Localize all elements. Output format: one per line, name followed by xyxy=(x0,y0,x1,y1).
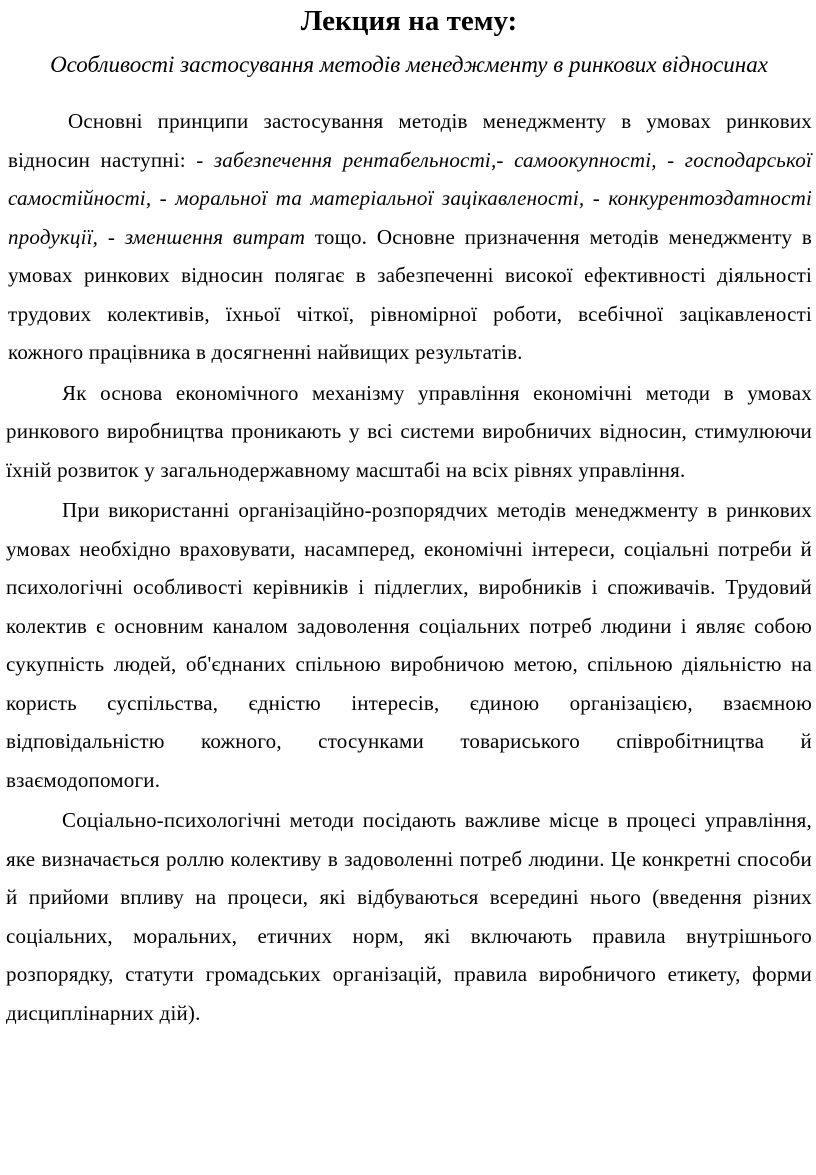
list-separator: - xyxy=(656,147,685,172)
paragraph-economic-methods: Як основа економічного механізму управління економічні методи в умовах ринкового виробництва проникають у всі системи виробничих відносин, стимулюючи їхній розвиток у загальнодержавному масштабі на всіх рівнях управління. xyxy=(6,380,812,482)
principle-competitiveness: конкурентоздатності продукції, xyxy=(8,186,812,249)
principle-profitability: забезпечення рентабельності, xyxy=(213,147,497,172)
principle-cost-reduction: зменшення витрат xyxy=(124,224,306,249)
paragraph-social-psychological-methods: Соціально-психологічні методи посідають важливе місце в процесі управління, яке визначається роллю колективу в задоволенні потреб людини. Це конкретні способи й прийоми впливу на процеси, які відбуваються всередині нього (введення різних соціальних, моральних, етичних норм, які включають правила внутрішнього розпорядку, статути громадських організацій, правила виробничого етикету, форми дисциплінарних дій). xyxy=(6,808,812,1025)
list-separator: - xyxy=(151,186,176,210)
paragraph-principles-intro: Основні принципи застосування методів менеджменту в умовах ринкових відносин наступні: - xyxy=(8,109,812,172)
page-title: Лекция на тему: xyxy=(300,5,518,37)
list-separator: - xyxy=(496,147,515,172)
list-separator: - xyxy=(98,224,125,249)
page-subtitle: Особливості застосування методів менеджменту в ринкових відносинах xyxy=(50,52,768,77)
paragraph-organizational-methods: При використанні організаційно-розпорядчих методів менеджменту в ринкових умовах необхідно враховувати, насамперед, економічні інтереси, соціальні потреби й психологічні особливості керівників і підлеглих, виробників і споживачів. Трудовий колектив є основним каналом задоволення соціальних потреб людини і являє собою сукупність людей, об'єднаних спільною виробничою метою, спільною діяльністю на користь суспільства, єдністю інтересів, єдиною організацією, взаємною відповідальністю кожного, стосунками товариського співробітництва й взаємодопомоги. xyxy=(6,498,812,792)
principle-economic-independence: господарської самостійності, xyxy=(8,147,812,210)
list-separator: - xyxy=(584,186,609,210)
principle-self-sufficiency: самоокупності, xyxy=(514,147,657,172)
paragraph-principles-rest: тощо. Основне призначення методів менеджменту в умовах ринкових відносин полягає в забезпеченні високої ефективності діяльності трудових колективів, їхньої чіткої, рівномірної роботи, всебічної зацікавленості кожного працівника в досягненні найвищих результатів. xyxy=(8,224,813,364)
principle-moral-material-interest: моральної та матеріальної зацікавленості, xyxy=(175,186,585,210)
paragraph-principles xyxy=(6,102,812,372)
